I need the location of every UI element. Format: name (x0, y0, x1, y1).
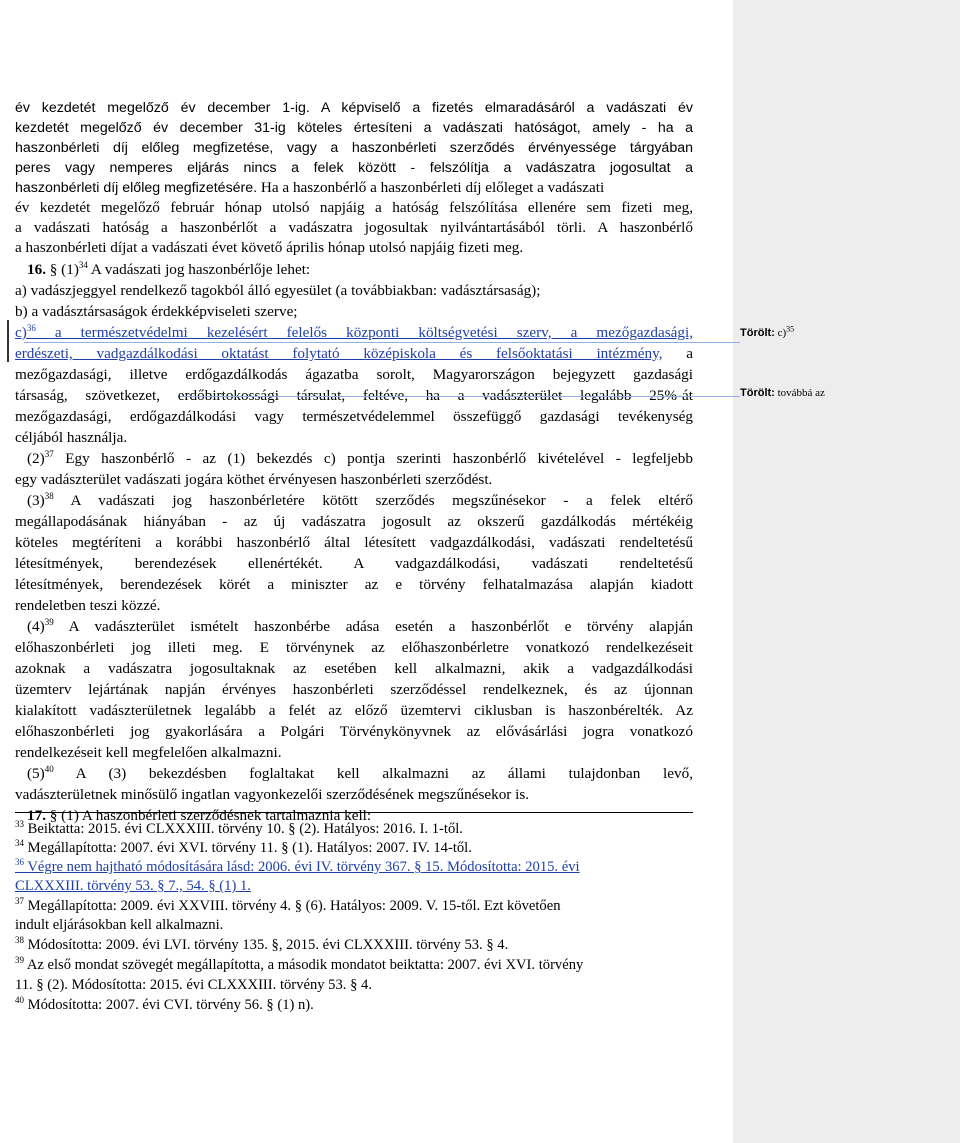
comment-margin-pane (733, 0, 960, 1143)
footnote-34 (15, 839, 693, 857)
text-run: (4) (27, 618, 45, 635)
text-run: (2) (27, 450, 45, 467)
text-line: köteles megtéríteni a korábbi haszonbérlő által létesített vadgazdálkodási, vadászati rendeltetésű (15, 534, 693, 551)
footnote-37-continued: indult eljárásokban kell alkalmazni. (15, 917, 224, 933)
text-line: kialakított vadászterületnek legalább a felét az előző üzemtervi ciklusban is haszonbérelték. Az (15, 702, 693, 719)
footnote-number: 38 (15, 935, 24, 946)
text-line: létesítmények, berendezések körét a miniszter az e törvény felhatalmazása alapján kiadott (15, 576, 693, 593)
footnote-number: 34 (15, 838, 24, 849)
text-line: egy vadászterület vadászati jogára köthet érvényesen haszonbérleti szerződést. (15, 471, 493, 488)
text-line: a haszonbérleti díjat a vadászati évet követő április hónap utolsó napjáig fizeti meg. (15, 239, 524, 256)
text-line (15, 178, 693, 198)
footnote-39-continued: 11. § (2). Módosította: 2015. évi CLXXXIII. törvény 53. § 4. (15, 977, 372, 993)
paragraph-4 (27, 617, 693, 637)
text-line: létesítmények, berendezések ellenértékét. A vadgazdálkodási, vadászati rendeltetésű (15, 555, 693, 572)
footnote-number: 40 (15, 995, 24, 1006)
balloon-label: Törölt: (740, 327, 775, 339)
footnote-number: 36 (15, 857, 24, 868)
text-line: mezőgazdasági, erdőgazdálkodási vagy természetvédelemmel összefüggő gazdasági tevékenység (15, 408, 693, 425)
text-line: előhaszonbérleti jog gyakorlására a Polgári Törvénykönyvnek az elővásárlási jogra vonatkozó (15, 723, 693, 740)
footnote-40 (15, 996, 693, 1014)
footnote-number: 37 (15, 896, 24, 907)
text-run: c) (15, 324, 27, 341)
text-line: üzemterv lejártának napján érvényes haszonbérleti szerződéssel rendelkeznek, és az újonnan (15, 681, 693, 698)
balloon-text: c) (774, 327, 787, 339)
footnote-text: Beiktatta: 2015. évi CLXXXIII. törvény 10. § (2). Hatályos: 2016. I. 1-től. (24, 821, 463, 837)
text-line: peres vagy nemperes eljárás nincs a felek között - felszólítja a vadászatra jogosultat a (15, 160, 693, 176)
change-bar (7, 320, 9, 362)
inserted-run: erdészeti, vadgazdálkodási oktatást folytató középiskola és felsőoktatási intézmény, (15, 345, 663, 362)
text-run: A vadászati jog haszonbérletére kötött szerződés megszűnésekor - a felek eltérő (53, 492, 693, 509)
footnote-number: 39 (15, 955, 24, 966)
text-run: § (1) (45, 261, 79, 278)
footnote-38 (15, 936, 693, 954)
paragraph-3 (27, 491, 693, 511)
section-number: 17. (27, 807, 46, 824)
footnote-33 (15, 820, 693, 838)
text-run: (3) (27, 492, 45, 509)
paragraph-2 (27, 449, 693, 469)
text-line: rendeletben teszi közzé. (15, 597, 161, 614)
text-run: haszonbérleti díj előleg megfizetésére. (15, 180, 258, 196)
footnote-separator (15, 812, 693, 813)
footnote-37 (15, 897, 693, 915)
text-run: Ha a haszonbérlő a haszonbérleti díj előleget a vadászati (257, 179, 605, 196)
inserted-run (15, 324, 693, 341)
footnote-text: Megállapította: 2007. évi XVI. törvény 11. § (1). Hatályos: 2007. IV. 14-től. (24, 840, 472, 856)
text-line: év kezdetét megelőző február hónap utolsó napjáig a hatóság felszólítása ellenére sem fizeti meg, (15, 199, 693, 216)
footnote-39 (15, 956, 693, 974)
balloon-text: továbbá az (774, 387, 825, 399)
text-line: előhaszonbérleti jog illeti meg. E törvénynek az előhaszonbérletre vonatkozó rendelkezéseit (15, 639, 693, 656)
text-run: A (3) bekezdésben foglaltakat kell alkalmazni az állami tulajdonban levő, (53, 765, 693, 782)
text-line (15, 344, 693, 364)
section-number: 16. (27, 261, 46, 278)
footnote-text: Módosította: 2007. évi CVI. törvény 56. § (1) n). (24, 997, 314, 1013)
text-line: haszonbérleti díj előleg megfizetése, vagy a haszonbérleti szerződés érvényessége tárgyában (15, 140, 693, 156)
footnote-text: Végre nem hajtható módosítására lásd: 2006. évi IV. törvény 367. § 15. Módosította: 2015. évi (24, 859, 580, 875)
footnote-ref[interactable]: 37 (44, 448, 54, 459)
text-run: Egy haszonbérlő - az (1) bekezdés c) pontja szerinti haszonbérlő kivételével - legfeljebb (53, 450, 693, 467)
footnote-ref[interactable]: 40 (44, 763, 54, 774)
footnote-36[interactable] (15, 858, 693, 876)
text-run: § (1) A haszonbérleti szerződésnek tartalmaznia kell: (45, 807, 372, 824)
footnote-number: 33 (15, 819, 24, 830)
balloon-label: Törölt: (740, 387, 775, 399)
footnote-text: Módosította: 2009. évi LVI. törvény 135. §, 2015. évi CLXXXIII. törvény 53. § 4. (24, 937, 509, 953)
text-line: céljából használja. (15, 429, 128, 446)
text-line: a) vadászjeggyel rendelkező tagokból álló egyesület (a továbbiakban: vadásztársaság); (15, 282, 541, 299)
section-16-heading (27, 260, 705, 280)
text-line: társaság, szövetkezet, erdőbirtokossági társulat, feltéve, ha a vadászterület legalább 25%-át (15, 387, 693, 404)
text-line: megállapodásának hiányában - az új vadászatra jogosult az okszerű gazdálkodás mértékéig (15, 513, 693, 530)
comment-leader-line (24, 342, 740, 343)
text-line: azoknak a vadászatra jogosultaknak az esetében kell alkalmazni, akik a vadgazdálkodási (15, 660, 693, 677)
footnote-ref[interactable]: 36 (26, 322, 36, 333)
paragraph-5 (27, 764, 693, 784)
comment-leader-line (180, 396, 740, 397)
text-line: rendelkezéseit kell megfelelően alkalmazni. (15, 744, 282, 761)
text-line: vadászterületnek minősülő ingatlan vagyonkezelői szerződésének megszűnésekor is. (15, 786, 530, 803)
deleted-text-balloon[interactable] (740, 326, 950, 340)
text-run: (5) (27, 765, 45, 782)
footnote-ref[interactable]: 34 (78, 259, 88, 270)
text-run: a természetvédelmi kezelésért felelős központi költségvetési szerv, a mezőgazdasági, (35, 324, 693, 341)
footnote-ref[interactable]: 38 (44, 490, 54, 501)
deleted-text-balloon[interactable] (740, 386, 950, 400)
balloon-sup: 35 (786, 324, 795, 334)
footnote-text: Megállapította: 2009. évi XXVIII. törvény 4. § (6). Hatályos: 2009. V. 15-től. Ezt követően (24, 898, 561, 914)
inserted-text-line (15, 323, 693, 343)
footnote-text: Az első mondat szövegét megállapította, a második mondatot beiktatta: 2007. évi XVI. törvény (24, 957, 584, 973)
text-line: b) a vadásztársaságok érdekképviseleti szerve; (15, 303, 298, 320)
footnote-ref[interactable]: 39 (44, 616, 54, 627)
text-run: A vadászterület ismételt haszonbérbe adása esetén a haszonbérlőt e törvény alapján (53, 618, 693, 635)
footnote-36-continued[interactable]: CLXXXIII. törvény 53. § 7., 54. § (1) 1. (15, 878, 251, 894)
text-run: a (662, 345, 693, 362)
text-line: év kezdetét megelőző év december 1-ig. A képviselő a fizetés elmaradásáról a vadászati év (15, 100, 693, 116)
text-line: mezőgazdasági, illetve erdőgazdálkodás ágazatba sorolt, Magyarországon bejegyzett gazdasági (15, 366, 693, 383)
text-run: A vadászati jog haszonbérlője lehet: (87, 261, 311, 278)
text-line: a vadászati hatóság a haszonbérlőt a vadászatra jogosultak nyilvántartásából törli. A haszonbérlő (15, 219, 693, 236)
text-line: kezdetét megelőző év december 31-ig köteles értesíteni a vadászati hatóságot, amely - ha a (15, 120, 693, 136)
